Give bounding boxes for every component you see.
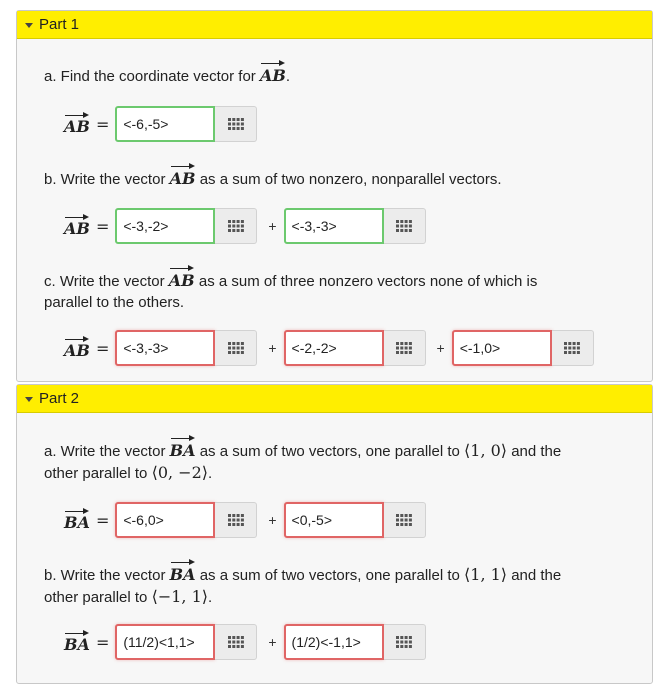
question-1a: a. Find the coordinate vector for AB.: [44, 61, 604, 87]
keyboard-grid-icon[interactable]: [215, 106, 257, 142]
answer-field: [115, 330, 257, 366]
keyboard-grid-icon[interactable]: [215, 624, 257, 660]
answer-input-2b-1[interactable]: [115, 624, 215, 660]
vector-ba: BA: [170, 560, 196, 585]
answer-field: [284, 208, 426, 244]
answer-row-1a: AB = <-6,-5>: [64, 106, 257, 142]
answer-input-1a[interactable]: [115, 106, 215, 142]
caret-down-icon: [25, 397, 33, 402]
answer-row-2b: BA = (11/2)<1,1> + (1/2)<-1,1>: [64, 624, 426, 660]
question-1c: c. Write the vector AB as a sum of three nonzero vectors none of which is parallel to the others.: [44, 266, 604, 313]
answer-field: [284, 624, 426, 660]
answer-input-2b-2[interactable]: [284, 624, 384, 660]
answer-input-1c-3[interactable]: [452, 330, 552, 366]
keyboard-grid-icon[interactable]: [215, 502, 257, 538]
answer-field: [115, 208, 257, 244]
answer-input-1b-2[interactable]: [284, 208, 384, 244]
question-1b: b. Write the vector AB as a sum of two nonzero, nonparallel vectors.: [44, 164, 604, 190]
vector-ab: AB: [260, 61, 286, 86]
answer-input-2a-2[interactable]: [284, 502, 384, 538]
answer-field: [284, 330, 426, 366]
answer-row-1b: AB = <-3,-2> + <-3,-3>: [64, 208, 426, 244]
part-1-header[interactable]: [17, 11, 652, 39]
answer-input-1c-1[interactable]: [115, 330, 215, 366]
vector-ab: AB: [169, 266, 195, 291]
keyboard-grid-icon[interactable]: [215, 330, 257, 366]
part-2-title: Part 2: [39, 390, 80, 407]
caret-down-icon: [25, 23, 33, 28]
answer-field: [115, 106, 257, 142]
part-2-header[interactable]: [17, 385, 652, 413]
keyboard-grid-icon[interactable]: [384, 502, 426, 538]
keyboard-grid-icon[interactable]: [384, 624, 426, 660]
keyboard-grid-icon[interactable]: [552, 330, 594, 366]
vector-ba: BA: [170, 436, 196, 461]
answer-field: [115, 624, 257, 660]
answer-input-1b-1[interactable]: [115, 208, 215, 244]
keyboard-grid-icon[interactable]: [215, 208, 257, 244]
vector-ab: AB: [170, 164, 196, 189]
answer-row-1c: AB = <-3,-3> + <-2,-2> + <-1,0>: [64, 330, 594, 366]
question-2a: a. Write the vector BA as a sum of two vectors, one parallel to ⟨1, 0⟩ and the other parallel to ⟨0, −2⟩.: [44, 436, 604, 484]
part-1-title: Part 1: [39, 16, 80, 33]
answer-input-1c-2[interactable]: [284, 330, 384, 366]
answer-row-2a: BA = <-6,0> + <0,-5>: [64, 502, 426, 538]
answer-field: [284, 502, 426, 538]
answer-field: [452, 330, 594, 366]
answer-field: [115, 502, 257, 538]
answer-input-2a-1[interactable]: [115, 502, 215, 538]
keyboard-grid-icon[interactable]: [384, 330, 426, 366]
keyboard-grid-icon[interactable]: [384, 208, 426, 244]
question-2b: b. Write the vector BA as a sum of two vectors, one parallel to ⟨1, 1⟩ and the other parallel to ⟨−1, 1⟩.: [44, 560, 604, 608]
